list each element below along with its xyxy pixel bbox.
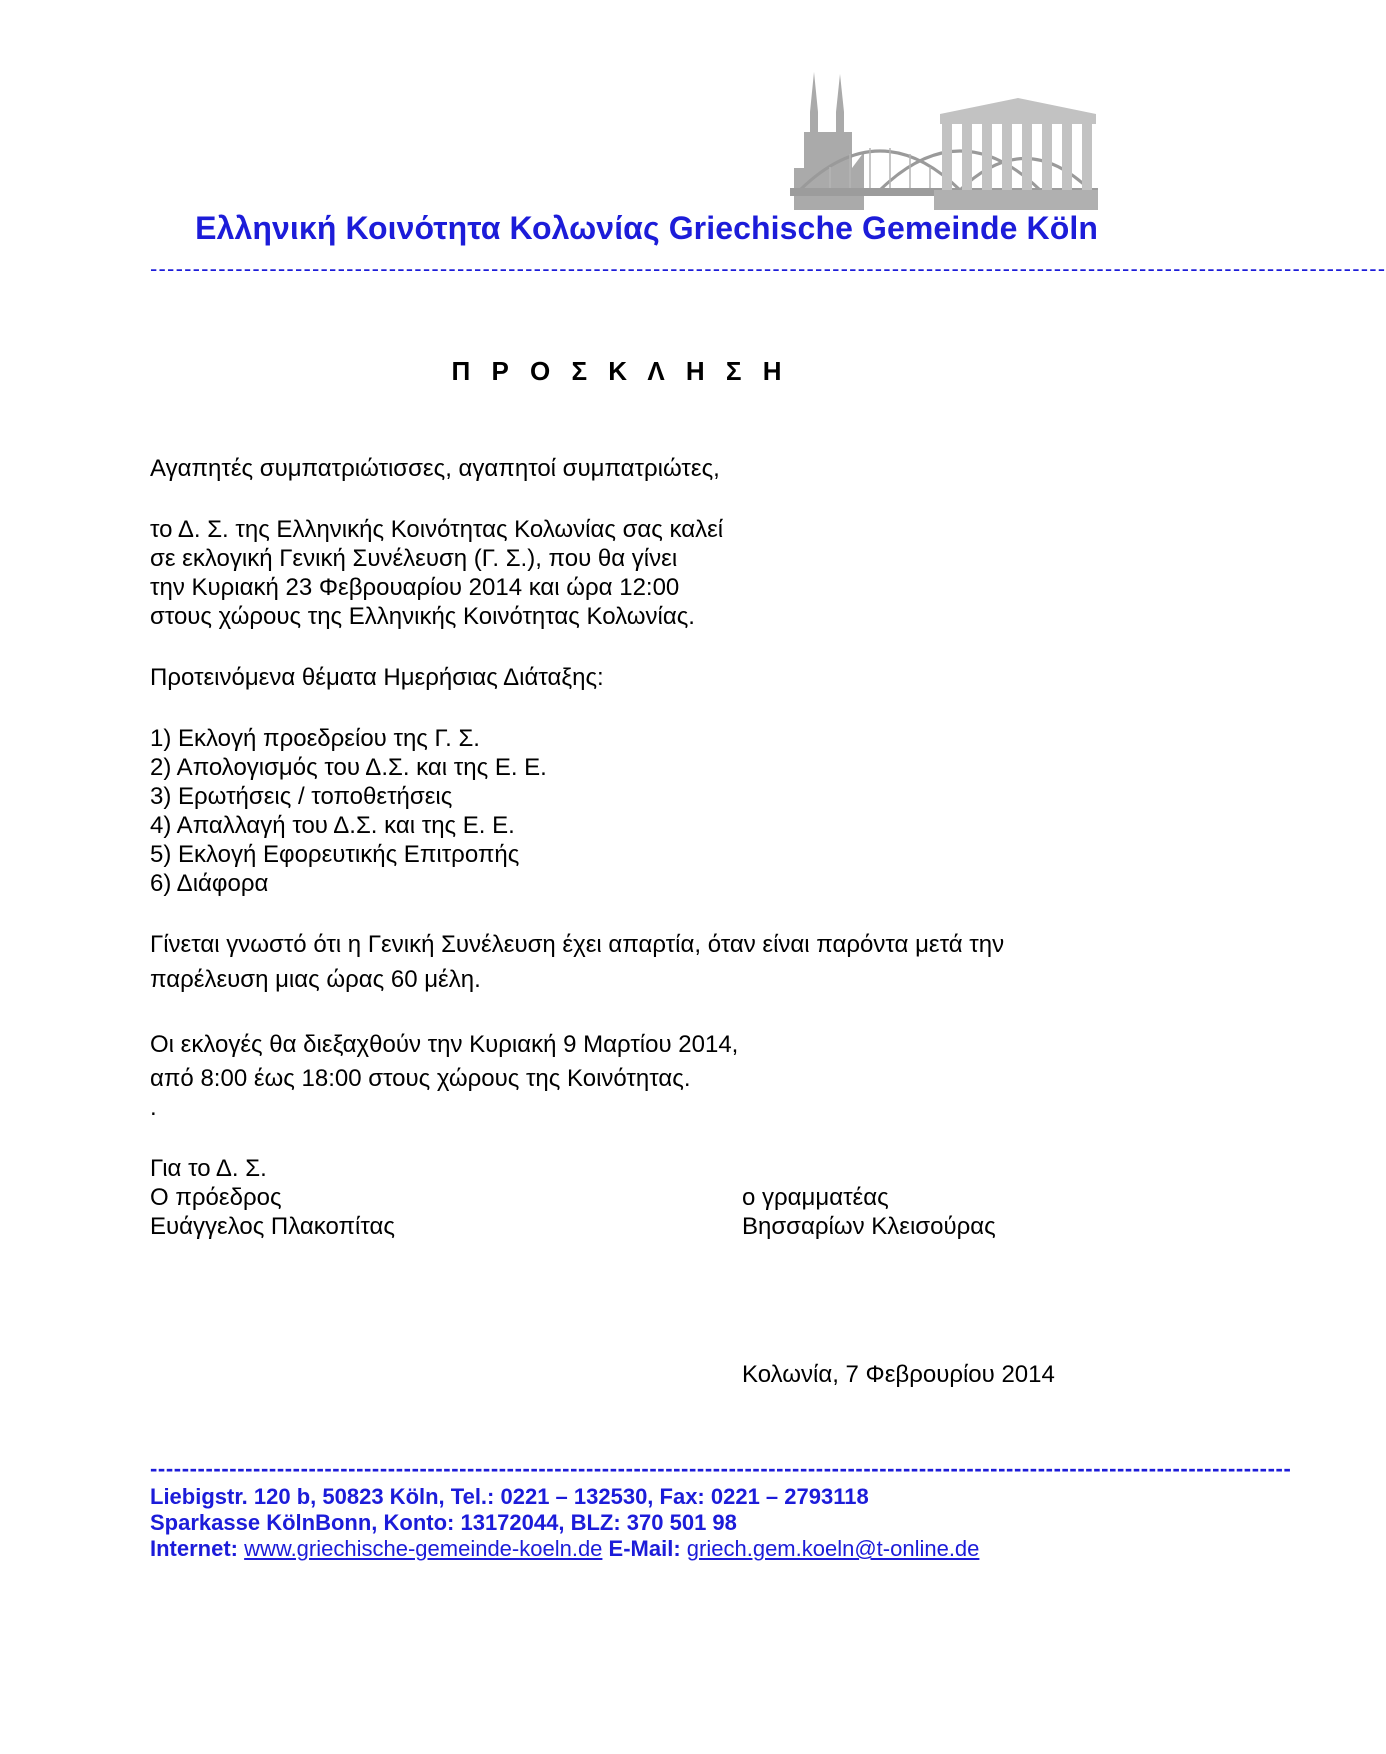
president-name: Ευάγγελος Πλακοπίτας [150,1213,395,1240]
secretary-name: Βησσαρίων Κλεισούρας [742,1213,996,1240]
date-line: Κολωνία, 7 Φεβρουρίου 2014 [742,1361,1055,1388]
agenda-item: 6) Διάφορα [150,870,269,897]
email-link[interactable]: griech.gem.koeln@t-online.de [686,1536,980,1561]
footer-address: Liebigstr. 120 b, 50823 Köln, Tel.: 0221 – 132530, Fax: 0221 – 2793118 [150,1484,869,1509]
agenda-item: 3) Ερωτήσεις / τοποθετήσεις [150,783,453,810]
footer-bank: Sparkasse KölnBonn, Konto: 13172044, BLZ: 370 501 98 [150,1510,737,1535]
cathedral-bridge-temple-logo [790,72,1098,210]
agenda-item: 2) Απολογισμός του Δ.Σ. και της Ε. Ε. [150,754,547,781]
invitation-line: την Κυριακή 23 Φεβρουαρίου 2014 και ώρα 12:00 [150,574,680,601]
agenda-item: 1) Εκλογή προεδρείου της Γ. Σ. [150,725,480,752]
agenda-title: Προτεινόμενα θέματα Ημερήσιας Διάταξης: [150,664,604,691]
secretary-role: ο γραμματέας [742,1184,889,1211]
internet-label: Internet: [150,1536,238,1561]
election-line: . [150,1094,157,1121]
quorum-line: παρέλευση μιας ώρας 60 μέλη. [150,966,481,993]
invitation-line: το Δ. Σ. της Ελληνικής Κοινότητας Κολωνίας σας καλεί [150,516,724,543]
salutation: Αγαπητές συμπατριώτισσες, αγαπητοί συμπατριώτες, [150,455,720,482]
election-line: Οι εκλογές θα διεξαχθούν την Κυριακή 9 Μαρτίου 2014, [150,1031,739,1058]
agenda-item: 4) Απαλλαγή του Δ.Σ. και της Ε. Ε. [150,812,515,839]
invitation-line: στους χώρους της Ελληνικής Κοινότητας Κολωνίας. [150,603,695,630]
invitation-heading: Π Ρ Ο Σ Κ Λ Η Σ Η [451,356,789,386]
header-dashed-divider: ------------------------------------------------------------------------------------------------------------------------------------------------- [150,256,1386,281]
footer-dashed-divider: ------------------------------------------------------------------------------------------------------------------------------------------------ [150,1456,1292,1481]
for-board-label: Για το Δ. Σ. [150,1155,267,1182]
election-line: από 8:00 έως 18:00 στους χώρους της Κοινότητας. [150,1065,691,1092]
email-label: E-Mail: [608,1536,681,1561]
website-link[interactable]: www.griechische-gemeinde-koeln.de [244,1536,603,1561]
organization-title: Ελληνική Κοινότητα Κολωνίας Griechische Gemeinde Köln [195,210,1098,246]
invitation-line: σε εκλογική Γενική Συνέλευση (Γ. Σ.), που θα γίνει [150,545,678,572]
quorum-line: Γίνεται γνωστό ότι η Γενική Συνέλευση έχει απαρτία, όταν είναι παρόντα μετά την [150,931,1005,958]
footer-contact [150,1536,979,1562]
president-role: Ο πρόεδρος [150,1184,282,1211]
agenda-item: 5) Εκλογή Εφορευτικής Επιτροπής [150,841,520,868]
